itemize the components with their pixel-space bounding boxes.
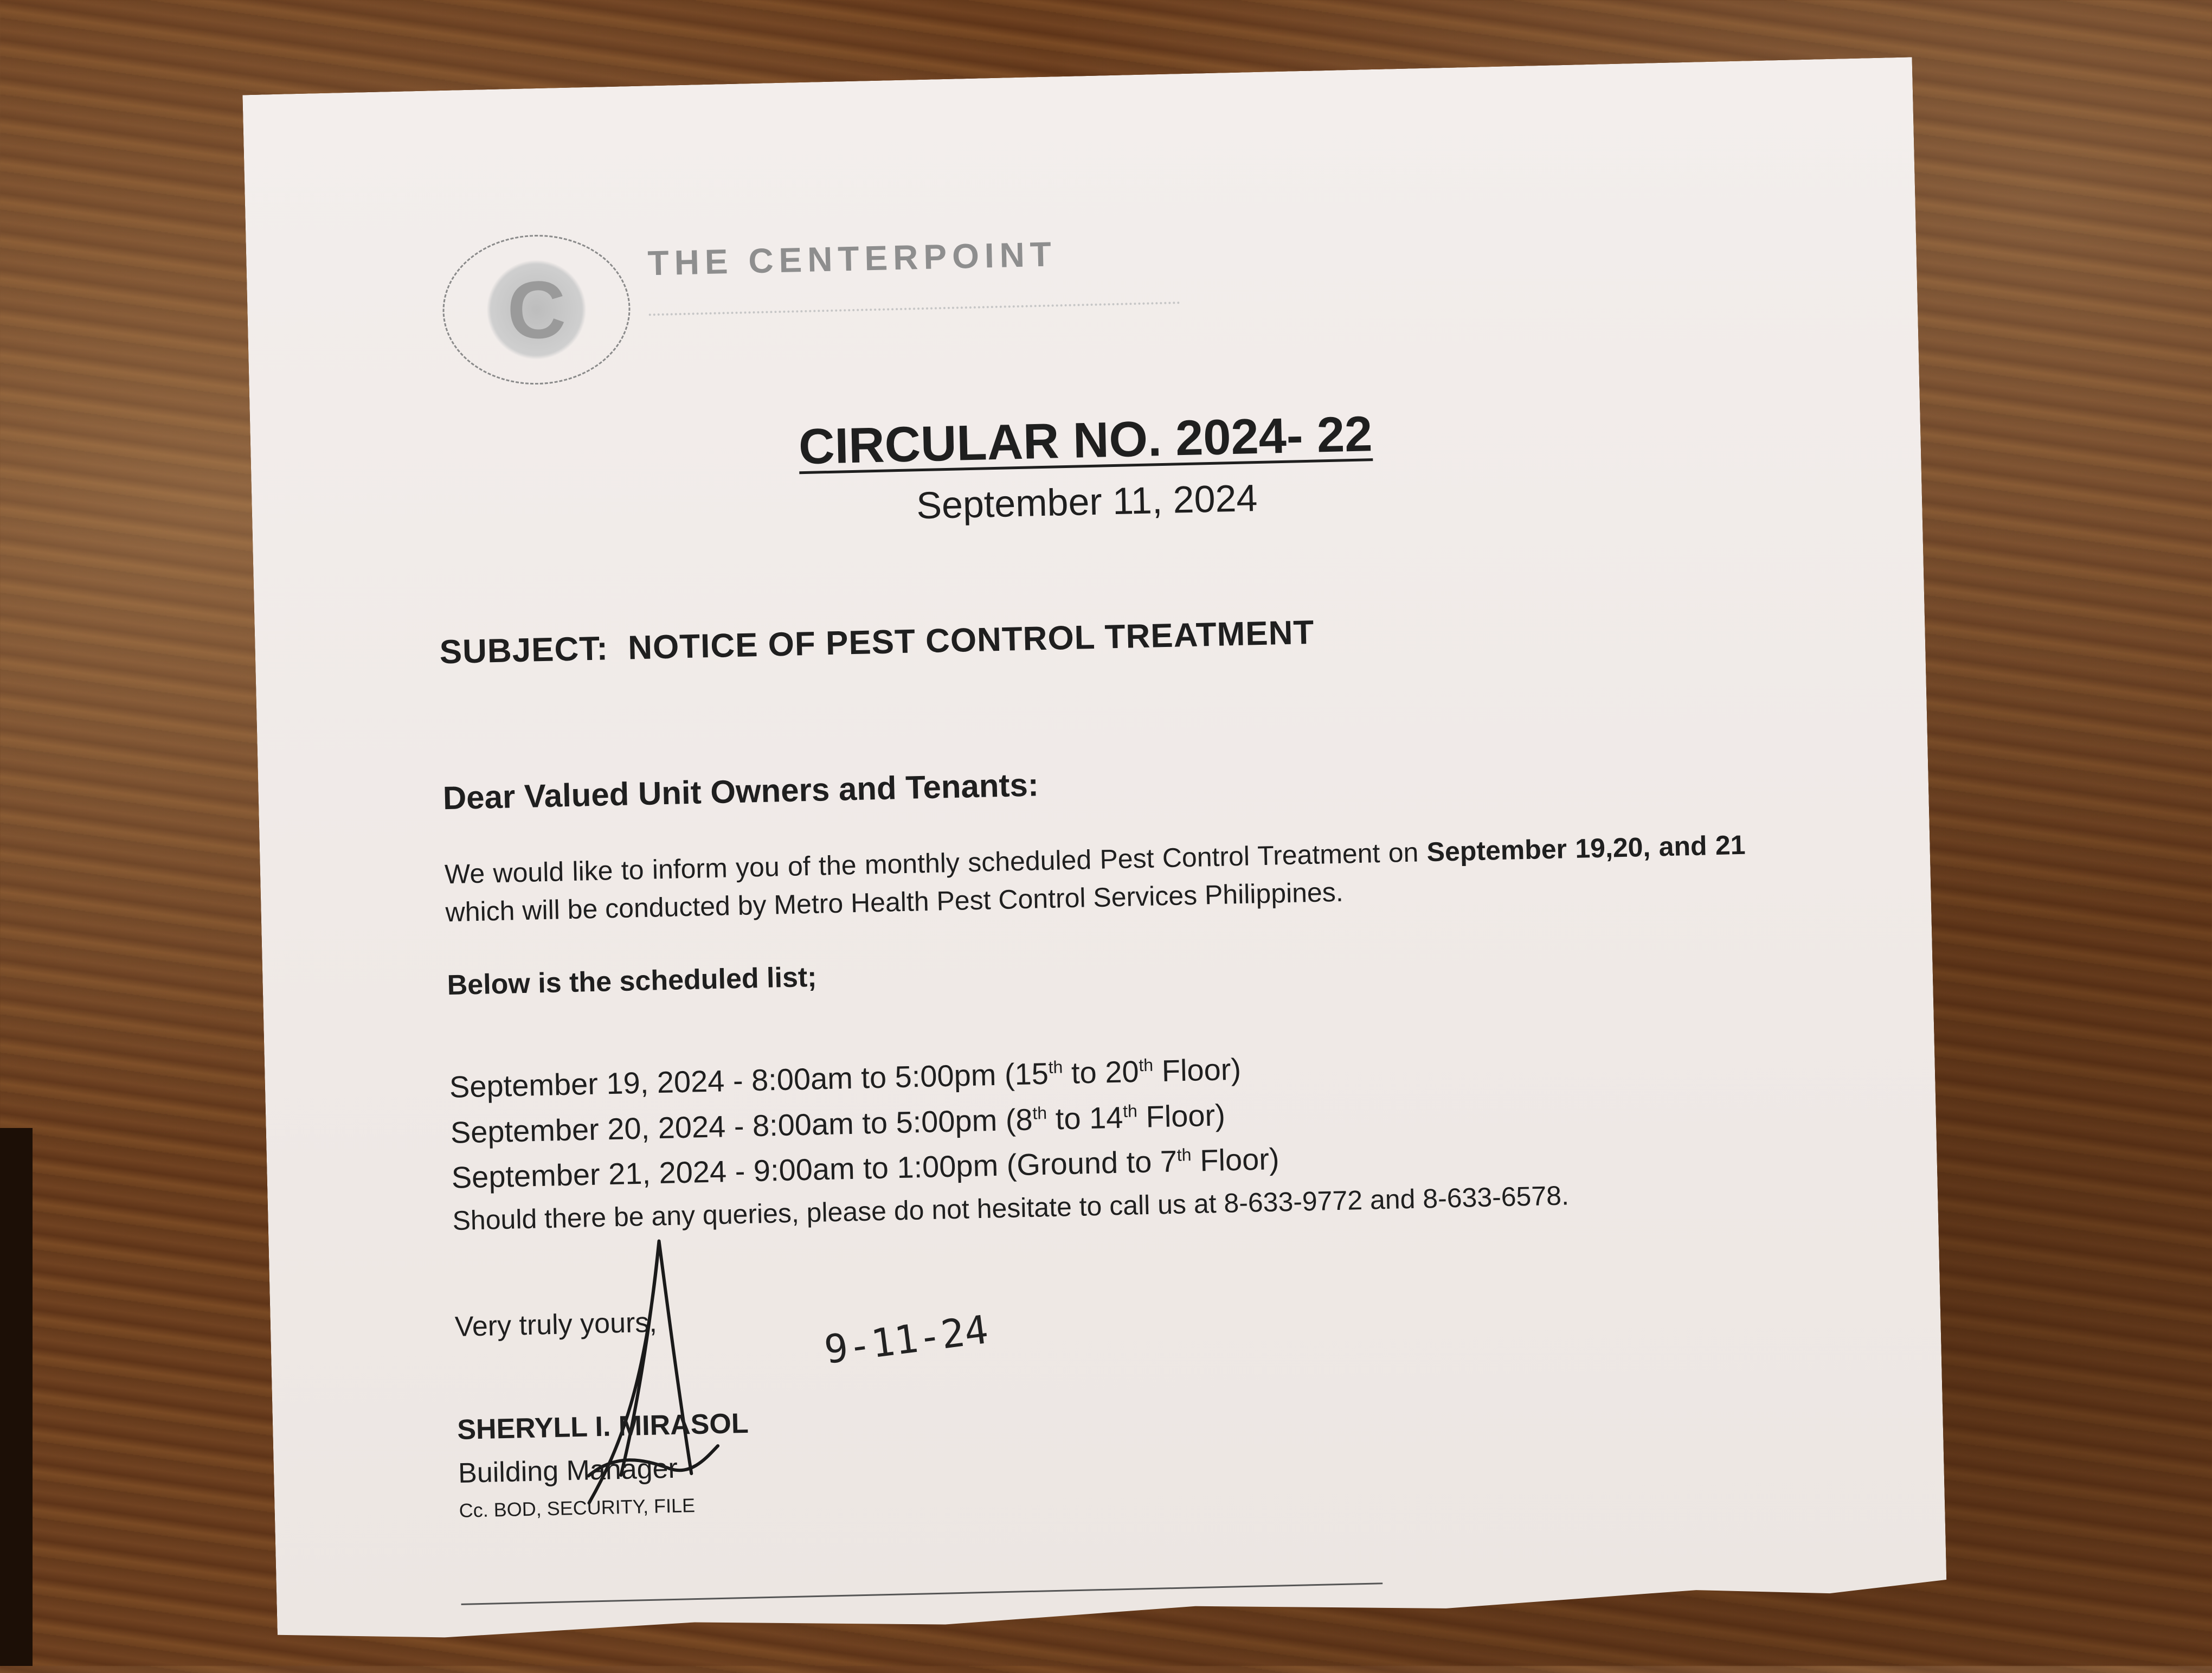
subject-text: NOTICE OF PEST CONTROL TREATMENT <box>627 613 1315 667</box>
schedule-item-text: Floor) <box>1153 1052 1242 1088</box>
circular-number: CIRCULAR NO. 2024- 22 <box>798 406 1373 475</box>
ordinal-suffix: th <box>1138 1055 1154 1075</box>
schedule-item-text: Floor) <box>1137 1097 1226 1134</box>
closing: Very truly yours, <box>454 1306 658 1343</box>
ordinal-suffix: th <box>1122 1101 1138 1121</box>
schedule-item-text: September 21, 2024 - 9:00am to 1:00pm (Ground to 7 <box>451 1144 1178 1195</box>
dark-object <box>0 1128 33 1666</box>
schedule-heading: Below is the scheduled list; <box>447 961 818 1002</box>
body-dates: September 19,20, and 21 <box>1426 829 1746 868</box>
faded-letterhead-subtext <box>648 280 1180 316</box>
schedule-list <box>449 1042 1279 1197</box>
schedule-item-text: September 19, 2024 - 8:00am to 5:00pm (15 <box>449 1056 1049 1104</box>
queries-line: Should there be any queries, please do not hesitate to call us at 8-633-9772 and 8-633-6578. <box>452 1180 1570 1236</box>
carbon-copy-line: Cc. BOD, SECURITY, FILE <box>459 1494 696 1522</box>
bottom-divider <box>461 1582 1383 1605</box>
schedule-item-text: September 20, 2024 - 8:00am to 5:00pm (8 <box>450 1102 1033 1150</box>
ordinal-suffix: th <box>1048 1057 1063 1078</box>
salutation: Dear Valued Unit Owners and Tenants: <box>442 766 1039 817</box>
ordinal-suffix: th <box>1176 1145 1192 1165</box>
ordinal-suffix: th <box>1032 1102 1047 1123</box>
schedule-item-text: to 14 <box>1046 1100 1124 1136</box>
signer-name: SHERYLL I. MIRASOL <box>456 1407 749 1446</box>
handwritten-date: 9-11-24 <box>821 1306 991 1373</box>
subject-line <box>439 613 1315 672</box>
schedule-item-text: to 20 <box>1062 1054 1140 1091</box>
logo-letter-c-icon: C <box>470 257 602 362</box>
circular-document <box>242 57 1947 1672</box>
centerpoint-logo-icon <box>441 233 632 387</box>
body-intro: We would like to inform you of the monthly scheduled Pest Control Treatment on <box>444 837 1427 890</box>
signer-title: Building Manager <box>458 1452 678 1489</box>
body-paragraph <box>444 826 1747 931</box>
schedule-item-text: Floor) <box>1191 1142 1280 1178</box>
subject-label: SUBJECT: <box>439 630 609 671</box>
circular-date: September 11, 2024 <box>916 477 1258 527</box>
body-rest: which will be conducted by Metro Health Pest Control Services Philippines. <box>445 876 1344 928</box>
organization-name: THE CENTERPOINT <box>647 234 1057 283</box>
